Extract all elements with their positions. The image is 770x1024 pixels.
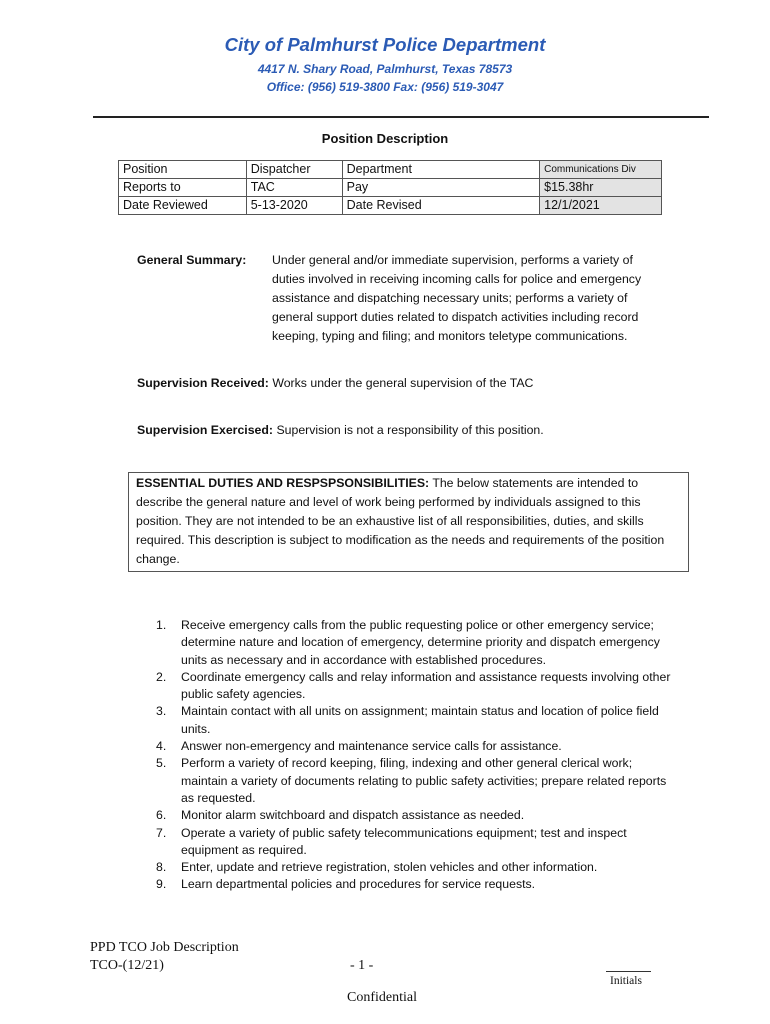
table-row	[119, 197, 662, 215]
list-item	[152, 876, 672, 893]
supervision-exercised-label: Supervision Exercised:	[137, 423, 274, 437]
list-item-number: 2.	[156, 669, 167, 684]
list-item-number: 3.	[156, 704, 167, 719]
supervision-received	[137, 374, 697, 393]
list-item-number: 1.	[156, 618, 167, 632]
list-item-number: 9.	[156, 877, 167, 892]
department-value: Communications Div	[540, 161, 662, 179]
initials-line	[606, 971, 651, 972]
reports-to-value: TAC	[246, 179, 342, 197]
department-phone: Office: (956) 519-3800 Fax: (956) 519-3047	[266, 80, 504, 94]
date-reviewed-value: 5-13-2020	[246, 197, 342, 215]
confidential-label: Confidential	[347, 990, 417, 1005]
list-item	[152, 738, 672, 755]
date-revised-value: 12/1/2021	[540, 197, 662, 215]
position-value: Dispatcher	[246, 161, 342, 179]
department-address: 4417 N. Shary Road, Palmhurst, Texas 78573	[257, 62, 513, 76]
list-item-text: Learn departmental policies and procedures for service requests.	[181, 877, 536, 892]
essential-duties-heading: ESSENTIAL DUTIES AND RESPSPSONSIBILITIES:	[136, 476, 430, 490]
header-divider	[93, 116, 709, 118]
essential-duties-text: The below statements are intended to describe the general nature and level of work being performed by individuals assigned to this position. They are not intended to be an exhaustive list of all responsibilities, duties, and skills required. This description is subject to modification as the needs and requirements of the position change.	[136, 476, 665, 566]
list-item	[152, 859, 672, 876]
list-item-text: Perform a variety of record keeping, filing, indexing and other general clerical work; maintain a variety of documents relating to public safety activities; prepare related reports as requested.	[181, 756, 667, 805]
list-item-number: 4.	[156, 739, 167, 754]
position-description-title: Position Description	[321, 131, 449, 146]
list-item-text: Operate a variety of public safety telecommunications equipment; test and inspect equipment as required.	[181, 825, 627, 857]
footer-doc-code: TCO-(12/21)	[90, 958, 164, 973]
supervision-received-text: Works under the general supervision of the TAC	[272, 376, 534, 390]
pay-value: $15.38hr	[540, 179, 662, 197]
list-item	[152, 825, 672, 860]
essential-duties-box	[128, 472, 689, 572]
pay-label: Pay	[342, 179, 540, 197]
date-revised-label: Date Revised	[342, 197, 540, 215]
department-label: Department	[342, 161, 540, 179]
list-item	[152, 755, 672, 807]
list-item	[152, 669, 672, 704]
list-item-number: 8.	[156, 860, 167, 875]
position-info-table	[118, 160, 662, 215]
date-reviewed-label: Date Reviewed	[119, 197, 247, 215]
table-row	[119, 161, 662, 179]
list-item	[152, 617, 672, 669]
list-item-text: Coordinate emergency calls and relay information and assistance requests involving other public safety agencies.	[181, 669, 671, 702]
department-title: City of Palmhurst Police Department	[224, 34, 546, 55]
list-item-text: Answer non-emergency and maintenance service calls for assistance.	[181, 739, 562, 754]
table-row	[119, 179, 662, 197]
page-number: - 1 -	[350, 958, 374, 973]
position-label: Position	[119, 161, 247, 179]
initials-label: Initials	[610, 975, 642, 987]
list-item	[152, 703, 672, 738]
supervision-exercised-text: Supervision is not a responsibility of this position.	[276, 423, 544, 437]
list-item-number: 6.	[156, 808, 167, 823]
list-item-number: 7.	[156, 825, 167, 840]
reports-to-label: Reports to	[119, 179, 247, 197]
list-item-text: Maintain contact with all units on assignment; maintain status and location of police field units.	[181, 704, 659, 736]
list-item	[152, 807, 672, 824]
supervision-exercised	[137, 421, 697, 440]
general-summary-label: General Summary:	[137, 253, 247, 267]
list-item-text: Monitor alarm switchboard and dispatch assistance as needed.	[181, 808, 525, 823]
list-item-number: 5.	[156, 756, 167, 771]
list-item-text: Enter, update and retrieve registration, stolen vehicles and other information.	[181, 860, 598, 875]
list-item-text: Receive emergency calls from the public requesting police or other emergency service; determine nature and location of emergency, determine priority and dispatch emergency units as necessary and in accordance with established procedures.	[181, 618, 660, 667]
supervision-received-label: Supervision Received:	[137, 376, 269, 390]
duties-list	[152, 617, 672, 894]
general-summary-text: Under general and/or immediate supervision, performs a variety of duties involved in receiving incoming calls for police and emergency assistance and dispatching necessary units; performs a variety of general support duties related to dispatch activities including record keeping, typing and filing; and monitors teletype communications.	[272, 253, 642, 343]
footer-doc-name: PPD TCO Job Description	[90, 940, 239, 955]
